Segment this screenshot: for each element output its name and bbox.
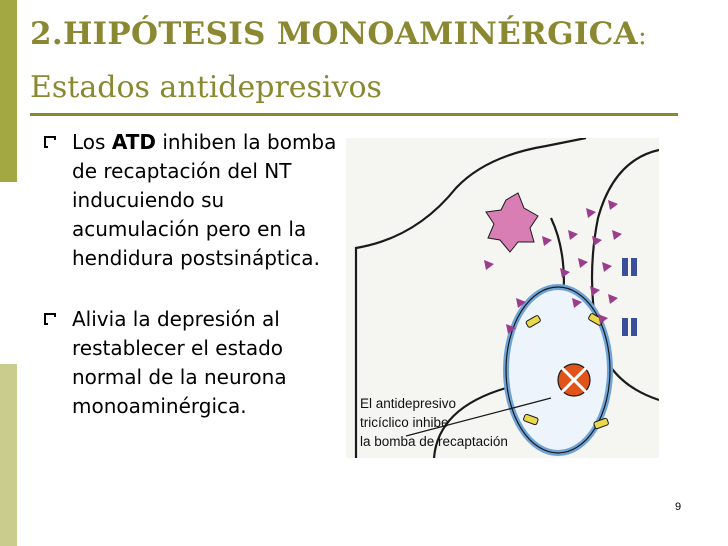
- bullet-list: [40, 128, 352, 421]
- bullet-text-after: inhiben la bomba de recaptación del NT inducuiendo su acumulación pero en la hendidura postsináptica.: [72, 130, 337, 270]
- receptor-icon: [622, 258, 628, 276]
- accent-bar-top: [0, 0, 17, 182]
- bullet-text-bold: ATD: [111, 130, 156, 154]
- receptor-icon: [631, 318, 637, 336]
- title-divider: [30, 113, 678, 116]
- caption-line: El antidepresivo: [360, 396, 457, 411]
- page-number: 9: [674, 501, 682, 513]
- bullet-item-atd: [40, 128, 352, 273]
- receptor-icon: [631, 258, 637, 276]
- slide-subtitle: Estados antidepresivos: [30, 70, 382, 105]
- receptor-icon: [622, 318, 628, 336]
- caption-line: tricíclico inhibe: [360, 415, 449, 430]
- slide-title: [30, 16, 647, 52]
- bullet-text: Alivia la depresión al restablecer el estado normal de la neurona monoaminérgica.: [72, 307, 287, 418]
- synapse-illustration: [346, 138, 659, 458]
- caption-line: la bomba de recaptación: [360, 434, 508, 449]
- accent-bar-bottom: [0, 364, 17, 546]
- slide-title-colon: :: [638, 21, 648, 51]
- bullet-square-icon: [44, 313, 56, 325]
- bullet-item-alivia: [40, 305, 352, 421]
- slide-title-text: 2.HIPÓTESIS MONOAMINÉRGICA: [30, 16, 638, 52]
- bullet-square-icon: [44, 136, 56, 148]
- illustration-caption: [360, 394, 508, 451]
- vesicle-icon: [506, 287, 610, 453]
- bullet-text-before: Los: [72, 130, 112, 154]
